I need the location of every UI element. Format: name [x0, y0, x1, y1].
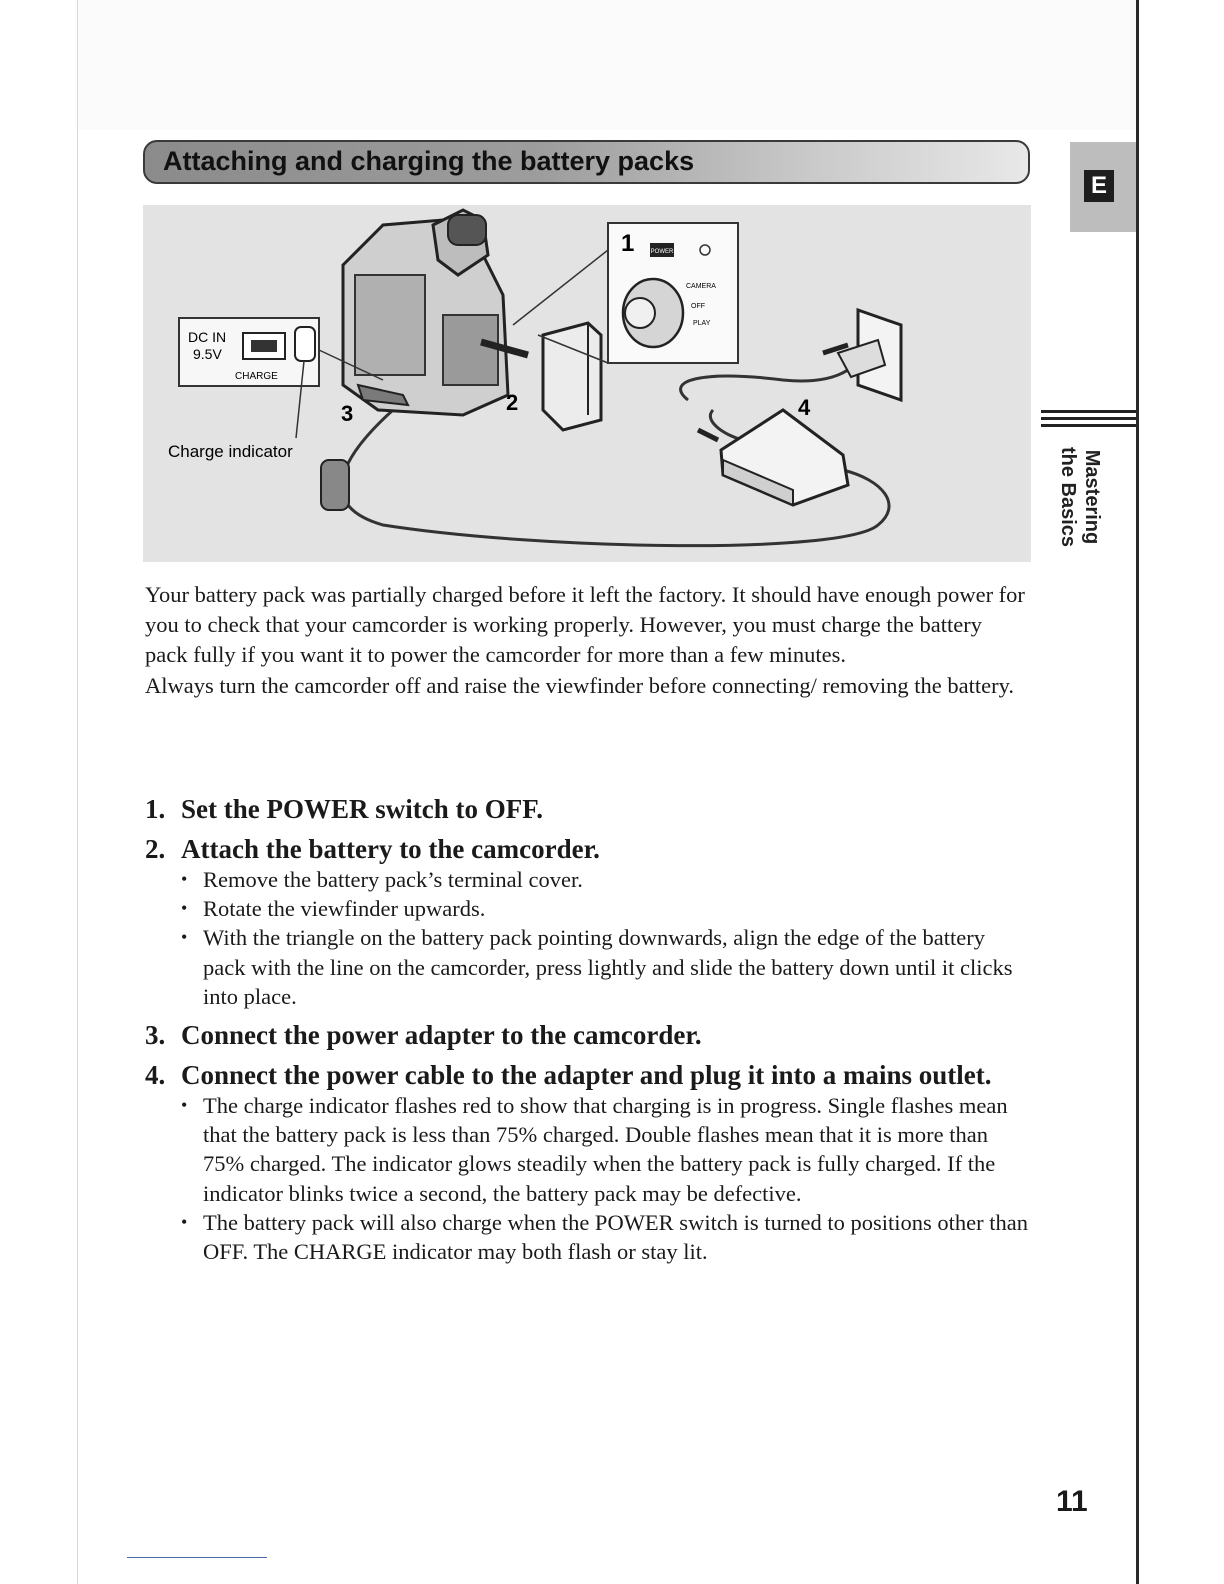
step-number: 3.: [145, 1020, 166, 1051]
step-number: 1.: [145, 794, 166, 824]
callout-1: 1: [621, 230, 635, 257]
battery-charging-illustration: [143, 205, 1031, 562]
illustration-drawing: [143, 205, 1031, 562]
svg-text:CAMERA: CAMERA: [686, 283, 716, 290]
ferrite-core-icon: [321, 460, 349, 510]
svg-text:9.5V: 9.5V: [193, 346, 222, 362]
svg-text:OFF: OFF: [691, 303, 705, 310]
step-2: [145, 833, 1030, 1011]
footer-rule: [127, 1557, 267, 1558]
step-title: Connect the power adapter to the camcorder.: [181, 1020, 702, 1051]
intro-text: [145, 580, 1025, 701]
camcorder-icon: [343, 210, 508, 415]
step-bullet: • The charge indicator flashes red to show that charging is in progress. Single flashes mean that the battery pack is less than 75% charged. Double flashes mean that it is more than 75% charged. The indicator glows steadily when the battery pack is fully charged. If the indicator blinks twice a second, the battery pack may be defective.: [145, 1091, 1030, 1208]
svg-text:DC IN: DC IN: [188, 329, 227, 345]
battery-pack-icon: [543, 323, 601, 430]
step-1: [145, 793, 1030, 825]
callout-4: 4: [798, 395, 811, 420]
intro-paragraph: Your battery pack was partially charged before it left the factory. It should have enough power for you to check that your camcorder is working properly. However, you must charge the battery pack fully if you want it to power the camcorder for more than a few minutes.: [145, 582, 1025, 668]
callout-3: 3: [341, 401, 354, 426]
step-bullet: • Remove the battery pack’s terminal cover.: [145, 865, 1030, 894]
intro-paragraph: Always turn the camcorder off and raise the viewfinder before connecting/ removing the battery.: [145, 672, 1015, 698]
page-number: 11: [1056, 1485, 1088, 1518]
step-3: [145, 1019, 1030, 1051]
step-bullet: • Rotate the viewfinder upwards.: [145, 894, 1030, 923]
step-number: 4.: [145, 1060, 166, 1091]
page-left-edge: [77, 0, 78, 1584]
step-bullet: • The battery pack will also charge when the POWER switch is turned to positions other than OFF. The CHARGE indicator may both flash or stay lit.: [145, 1208, 1030, 1266]
page-top-margin: [78, 0, 1136, 130]
svg-text:POWER: POWER: [650, 249, 674, 255]
adapter-arrow-icon: [698, 430, 718, 440]
step-title: Connect the power cable to the adapter and plug it into a mains outlet.: [181, 1060, 992, 1091]
power-adapter-icon: [721, 410, 848, 505]
language-tab: [1070, 142, 1136, 232]
step-bullet: • With the triangle on the battery pack pointing downwards, align the edge of the battery pack with the line on the camcorder, press lightly and slide the battery down until it clicks into place.: [145, 923, 1030, 1011]
power-cable-end: [710, 410, 743, 440]
section-title: Attaching and charging the battery packs: [163, 146, 695, 176]
step-title: Set the POWER switch to OFF.: [181, 794, 543, 824]
page-right-edge: [1136, 0, 1139, 1584]
charge-indicator-caption: Charge indicator: [168, 442, 293, 461]
language-tab-letter: E: [1084, 170, 1114, 202]
step-list: [145, 785, 1030, 1266]
svg-text:PLAY: PLAY: [693, 320, 711, 327]
chapter-side-label: Mastering the Basics: [1057, 446, 1103, 548]
side-tab-rules: [1041, 410, 1136, 431]
charge-lamp-icon: [295, 327, 315, 361]
step-4: [145, 1059, 1030, 1266]
section-header: [143, 140, 1030, 184]
callout-2: 2: [506, 390, 519, 415]
step-number: 2.: [145, 834, 166, 864]
wall-outlet-icon: [838, 310, 901, 400]
svg-text:CHARGE: CHARGE: [235, 371, 278, 382]
step-title: Attach the battery to the camcorder.: [181, 834, 600, 864]
